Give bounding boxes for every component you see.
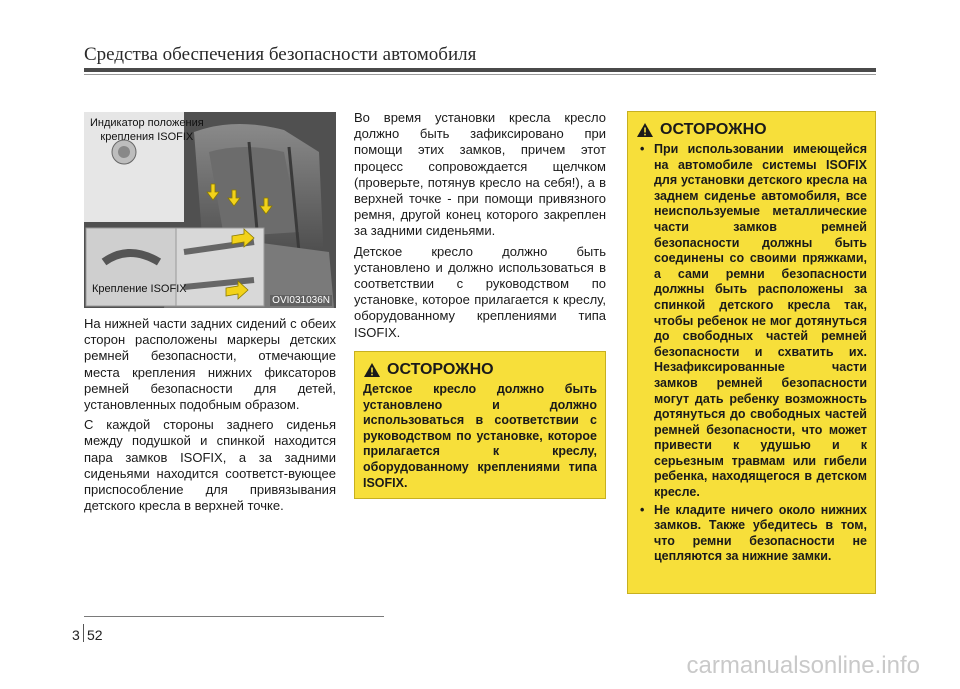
warning-triangle-icon (636, 122, 654, 138)
warning-list (636, 142, 867, 565)
footer-rule (84, 616, 384, 617)
isofix-seat-figure (84, 112, 336, 308)
warning-title: ОСТОРОЖНО (660, 121, 767, 139)
header-rule (84, 68, 876, 72)
watermark: carmanualsonline.info (686, 652, 920, 679)
warning-box-large (627, 111, 876, 594)
warning-list-item: • Не кладите ничего около нижних замков. Также убедитесь в том, что ремни безопасности не цепляются за нижние замки. (636, 503, 867, 565)
warning-list-item: • При использовании имеющейся на автомобиле системы ISOFIX для установки детского кресла на заднем сиденье автомобиля, все неиспользуемые металлические части замков ремней безопасности должны быть соединены со своими пряжками, а сами ремни безопасности должны быть расположены за спинкой детского кресла так, чтобы ребенок не мог дотянуться до свободных частей ремней безопасности и схватить их. Незафиксированные части замков ремней безопасности могут дать ребенку возможность дотянуться до свободных частей ремней безопасности, что может привести к удушью и к серьезным травмам или гибели ребенка, находящегося в детском кресле. (636, 142, 867, 501)
isofix-indicator-label-line2: крепления ISOFIX (100, 131, 194, 143)
col2-paragraph-1: Во время установки кресла кресло должно быть зафиксировано при помощи этих замков, причем этот процесс сопровождается щелчком (проверьте, потянув кресло на себя!), а в верхней точке - при помощи привязного ремня, другой конец которого закреплен за задними сиденьями. (354, 110, 606, 239)
page-number: 52 (87, 627, 103, 643)
col1-paragraph-2: С каждой стороны заднего сиденья между подушкой и спинкой находится пара замков ISOFIX, а за задними сиденьями находится соответст-вующее приспособление для привязывания детского кресла в верхней точке. (84, 417, 336, 514)
warning-header (363, 362, 597, 378)
isofix-anchor-label: Крепление ISOFIX (92, 283, 187, 295)
footer-divider (83, 624, 84, 642)
warning-title: ОСТОРОЖНО (387, 361, 494, 379)
col1-paragraph-1: На нижней части задних сидений с обеих сторон расположены маркеры детских ремней безопасности, отмечающие места крепления нижних фиксаторов ремней безопасности для детей, установленных подобным образом. (84, 316, 336, 413)
column-1-text (84, 316, 336, 518)
figure-code: OVI031036N (272, 295, 330, 306)
page-header-title: Средства обеспечения безопасности автомобиля (84, 44, 477, 65)
col2-paragraph-2: Детское кресло должно быть установлено и должно использоваться в соответствии с руководством по установке, которое прилагается к креслу, оборудованному креплениями типа ISOFIX. (354, 243, 606, 340)
warning-body: Детское кресло должно быть установлено и должно использоваться в соответствии с руководством по установке, которое прилагается к креслу, оборудованному креплениями типа ISOFIX. (363, 382, 597, 490)
chapter-number: 3 (72, 627, 80, 643)
column-2-text (354, 110, 606, 345)
isofix-indicator-label-line1: Индикатор положения (90, 117, 204, 129)
warning-box-small (354, 351, 606, 499)
warning-triangle-icon (363, 362, 381, 378)
isofix-indicator-label (90, 116, 204, 144)
warning-header (636, 122, 867, 138)
header-rule-thin (84, 74, 876, 75)
